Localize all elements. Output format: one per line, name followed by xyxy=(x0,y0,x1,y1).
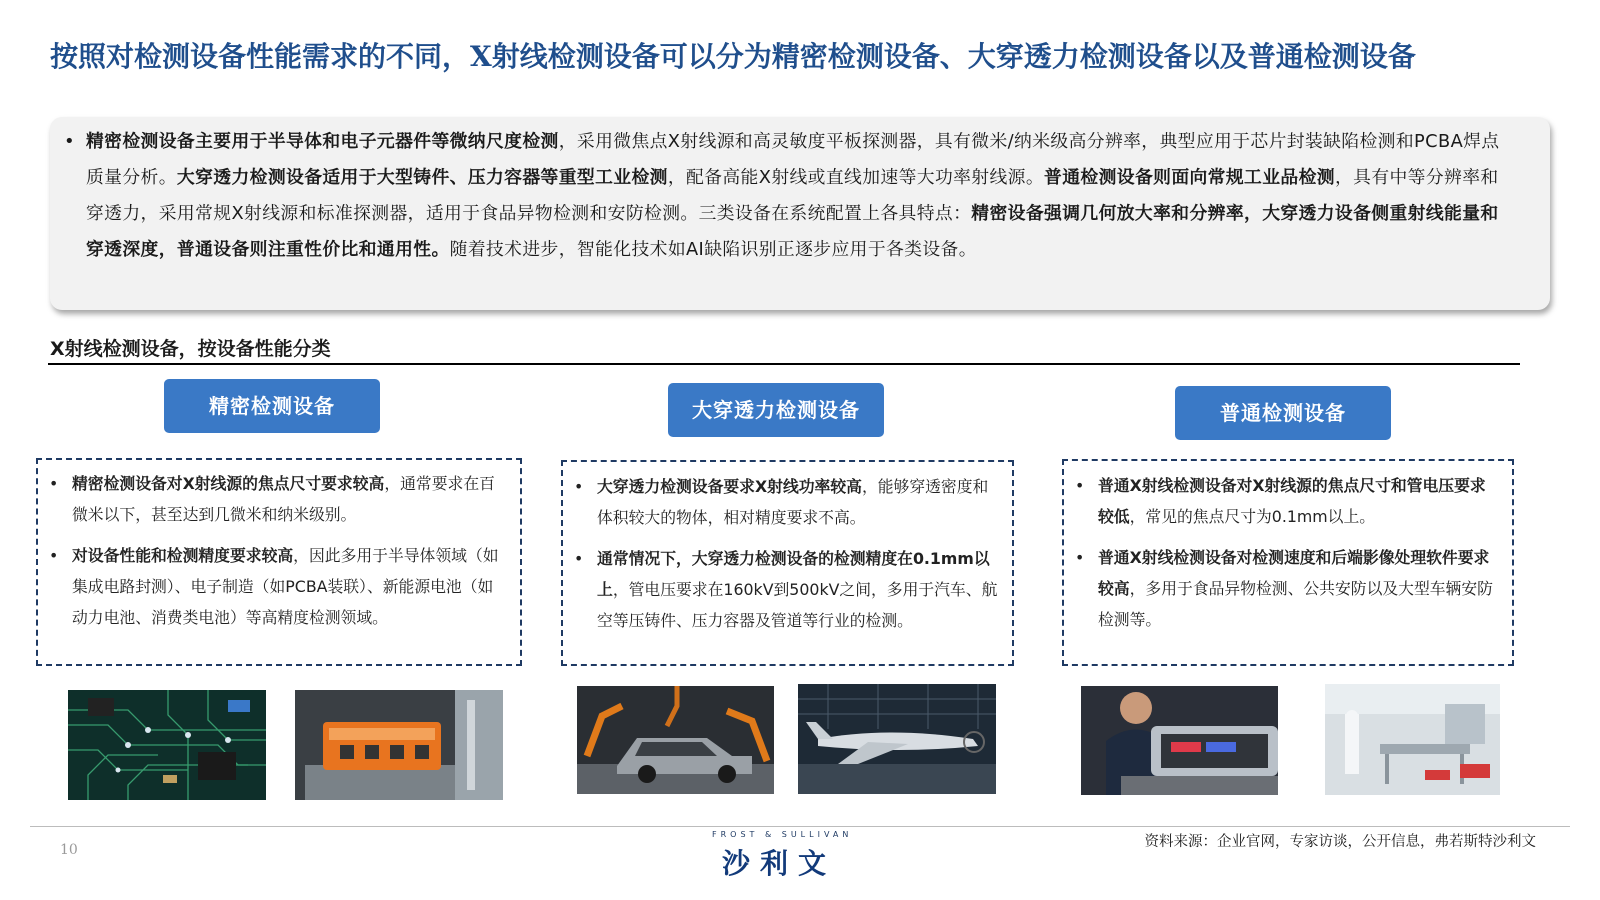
source-note: 资料来源：企业官网，专家访谈，公开信息，弗若斯特沙利文 xyxy=(1144,834,1536,850)
summary-general-lead: 普通检测设备则面向常规工业品检测 xyxy=(1044,167,1335,188)
car-assembly-photo xyxy=(577,686,774,794)
aircraft-hangar-photo xyxy=(798,684,996,794)
general-category-button[interactable]: 普通检测设备 xyxy=(1175,386,1391,440)
page-number: 10 xyxy=(60,842,78,858)
list-item: • 普通X射线检测设备对X射线源的焦点尺寸和管电压要求较低，常见的焦点尺寸为0.1mm以上。 xyxy=(1064,470,1512,532)
list-item: • 大穿透力检测设备要求X射线功率较高，能够穿透密度和体积较大的物体，相对精度要求不高。 xyxy=(563,471,1012,533)
summary-comparison: 精密设备强调几何放大率和分辨率，大穿透力设备侧重射线能量和穿透深度，普通设备则注重性价比和通用性。 xyxy=(86,203,1499,260)
logo: 沙利文 xyxy=(722,847,837,880)
section-divider xyxy=(48,363,1520,365)
security-scanner-photo xyxy=(1081,686,1278,795)
footer-divider xyxy=(30,826,1570,827)
summary-panel xyxy=(50,117,1550,310)
circuit-board-photo xyxy=(68,690,266,800)
logo-wordmark: FROST & SULLIVAN xyxy=(712,830,853,839)
summary-penetration-lead: 大穿透力检测设备适用于大型铸件、压力容器等重型工业检测 xyxy=(176,167,668,188)
page-title: 按照对检测设备性能需求的不同，X射线检测设备可以分为精密检测设备、大穿透力检测设备以及普通检测设备 xyxy=(50,40,1416,73)
general-description-box xyxy=(1062,459,1514,666)
penetration-category-button[interactable]: 大穿透力检测设备 xyxy=(668,383,884,437)
precision-description-box xyxy=(36,458,522,666)
summary-outlook: 随着技术进步，智能化技术如AI缺陷识别正逐步应用于各类设备。 xyxy=(449,239,977,260)
bullet-icon: • xyxy=(64,131,76,152)
battery-module-photo xyxy=(295,690,503,800)
summary-penetration-text: ，配备高能X射线或直线加速等大功率射线源。 xyxy=(667,167,1045,188)
penetration-description-box xyxy=(561,460,1014,666)
summary-general-text: ，具有中等分辨率和穿透力，采用常规X射线源和标准探测器，适用于食品异物检测和安防检测。三类设备在系统配置上各具特点： xyxy=(86,167,1499,224)
list-item: • 对设备性能和检测精度要求较高，因此多用于半导体领域（如集成电路封测）、电子制造（如PCBA装联）、新能源电池（如动力电池、消费类电池）等高精度检测领域。 xyxy=(38,540,520,633)
food-factory-photo xyxy=(1325,684,1500,795)
summary-precision-text: ，采用微焦点X射线源和高灵敏度平板探测器，具有微米/纳米级高分辨率，典型应用于芯片封装缺陷检测和PCBA焊点质量分析。 xyxy=(86,131,1500,188)
list-item: • 精密检测设备对X射线源的焦点尺寸要求较高，通常要求在百微米以下，甚至达到几微米和纳米级别。 xyxy=(38,468,520,530)
list-item: • 普通X射线检测设备对检测速度和后端影像处理软件要求较高，多用于食品异物检测、公共安防以及大型车辆安防检测等。 xyxy=(1064,542,1512,635)
list-item: • 通常情况下，大穿透力检测设备的检测精度在0.1mm以上，管电压要求在160kV到500kV之间，多用于汽车、航空等压铸件、压力容器及管道等行业的检测。 xyxy=(563,543,1012,636)
summary-precision-lead: 精密检测设备主要用于半导体和电子元器件等微纳尺度检测 xyxy=(86,131,559,152)
precision-category-button[interactable]: 精密检测设备 xyxy=(164,379,380,433)
section-title: X射线检测设备，按设备性能分类 xyxy=(50,338,331,360)
